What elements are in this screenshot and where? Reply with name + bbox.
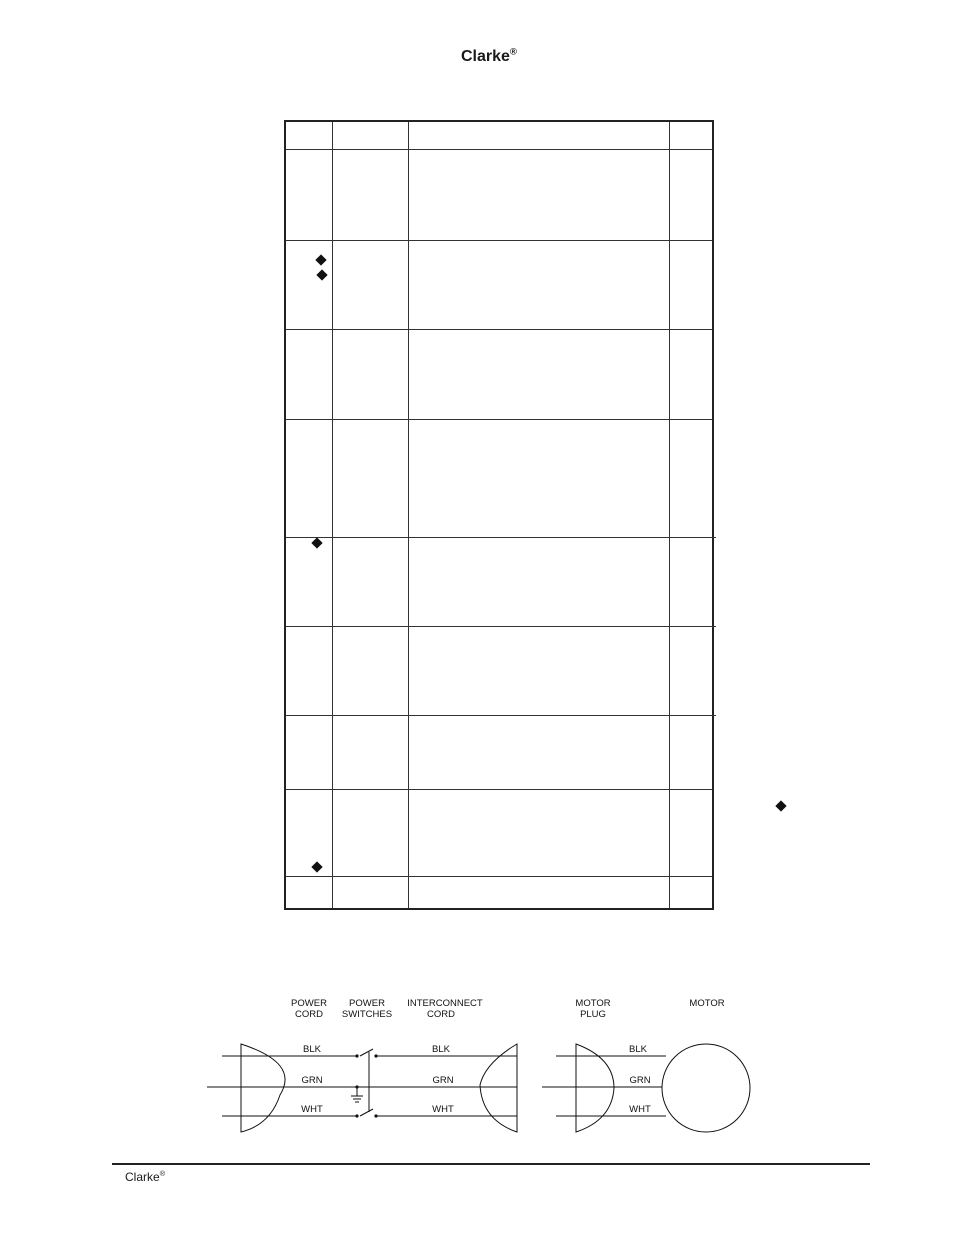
table-row-divider — [286, 789, 712, 790]
label-power-switches: POWER — [349, 998, 385, 1009]
label-power-switches: SWITCHES — [341, 1009, 393, 1020]
wire-label-blk: BLK — [432, 1044, 450, 1055]
diamond-marker-icon — [775, 800, 786, 811]
label-power-cord: CORD — [295, 1009, 323, 1020]
table-row-divider — [286, 715, 716, 716]
wire-label-wht: WHT — [301, 1104, 323, 1115]
motor-circle — [662, 1044, 750, 1132]
wire-label-grn: GRN — [301, 1075, 323, 1086]
power-switch-blk — [360, 1049, 373, 1056]
label-motor-plug: MOTOR — [575, 998, 611, 1009]
label-power-cord: POWER — [291, 998, 327, 1009]
table-row-divider — [286, 876, 712, 877]
table-row-divider — [286, 329, 712, 330]
wire-label-wht: WHT — [432, 1104, 454, 1115]
table-row-divider — [286, 419, 712, 420]
header-brand-name: Clarke — [461, 48, 510, 65]
table-row-divider — [286, 149, 712, 150]
label-motor-plug: PLUG — [580, 1009, 606, 1020]
label-interconnect-cord: CORD — [427, 1009, 455, 1020]
wire-label-grn: GRN — [629, 1075, 651, 1086]
wire-label-blk: BLK — [303, 1044, 321, 1055]
label-motor: MOTOR — [689, 998, 725, 1009]
label-interconnect-cord: INTERCONNECT — [407, 998, 483, 1009]
power-switch-wht — [360, 1109, 373, 1116]
wire-label-grn: GRN — [432, 1075, 454, 1086]
header-brand — [461, 48, 517, 66]
footer-registered-mark: ® — [159, 1169, 165, 1178]
footer-brand — [125, 1170, 165, 1184]
parts-table — [284, 120, 714, 910]
footer-rule — [112, 1163, 870, 1165]
table-row-divider — [286, 626, 716, 627]
table-row-divider — [286, 240, 712, 241]
interconnect-cord-plug — [480, 1044, 517, 1132]
footer-brand-name: Clarke — [125, 1170, 160, 1184]
wire-label-wht: WHT — [629, 1104, 651, 1115]
motor-plug — [576, 1044, 614, 1132]
table-row-divider — [286, 537, 716, 538]
wire-label-blk: BLK — [629, 1044, 647, 1055]
wiring-diagram — [0, 990, 954, 1140]
power-cord-plug — [241, 1044, 285, 1132]
header-registered-mark: ® — [509, 46, 517, 58]
